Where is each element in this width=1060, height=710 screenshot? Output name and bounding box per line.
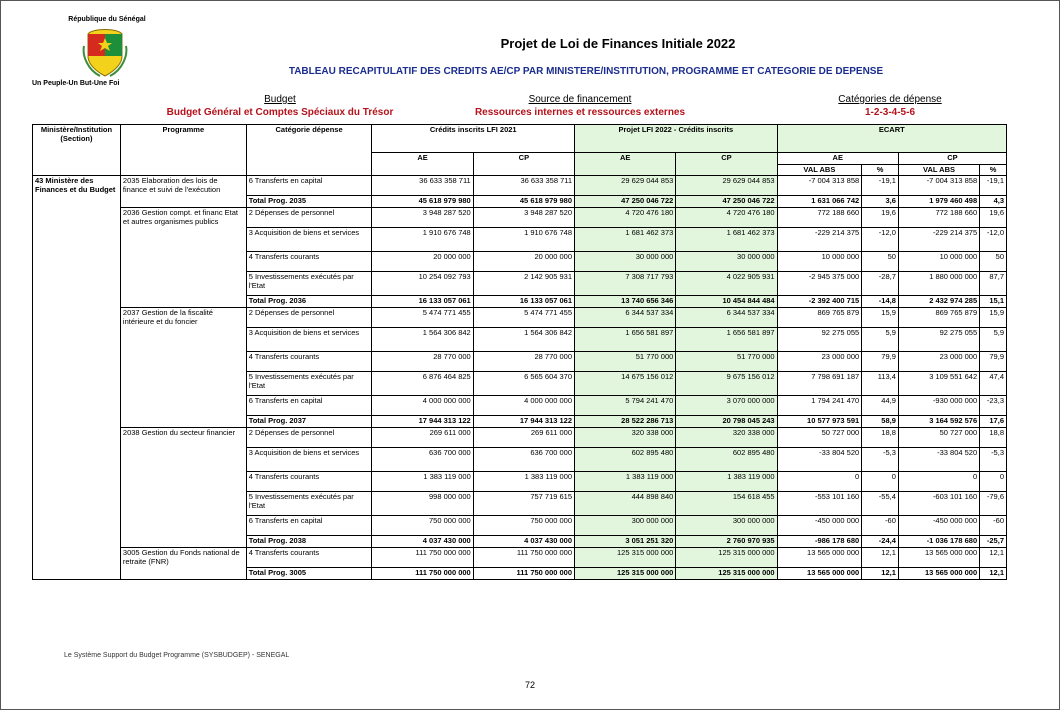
value-cell-ae-abs: -2 945 375 000: [777, 272, 862, 296]
value-cell-cp22: 3 070 000 000: [676, 396, 777, 416]
value-cell-cp-pct: 50: [980, 252, 1007, 272]
value-cell-cp-pct: 0: [980, 472, 1007, 492]
value-cell-ae-pct: -60: [862, 516, 899, 536]
value-cell-cp22: 2 760 970 935: [676, 536, 777, 548]
value-cell-ae21: 20 000 000: [372, 252, 473, 272]
value-cell-ae-abs: 92 275 055: [777, 328, 862, 352]
value-cell-ae21: 750 000 000: [372, 516, 473, 536]
categorie-cell: 6 Transferts en capital: [246, 396, 372, 416]
value-cell-ae22: 1 383 119 000: [575, 472, 676, 492]
value-cell-cp22: 1 656 581 897: [676, 328, 777, 352]
value-cell-cp22: 20 798 045 243: [676, 416, 777, 428]
value-cell-cp-abs: -7 004 313 858: [898, 176, 979, 196]
value-cell-cp-abs: 1 880 000 000: [898, 272, 979, 296]
value-cell-ae-abs: 1 794 241 470: [777, 396, 862, 416]
value-cell-cp-pct: -12,0: [980, 228, 1007, 252]
value-cell-cp-abs: 772 188 660: [898, 208, 979, 228]
programme-cell: 3005 Gestion du Fonds national de retraite (FNR): [120, 548, 246, 580]
value-cell-cp22: 125 315 000 000: [676, 568, 777, 580]
value-cell-cp22: 47 250 046 722: [676, 196, 777, 208]
header-cp-2022: CP: [676, 153, 777, 176]
value-cell-ae22: 28 522 286 713: [575, 416, 676, 428]
value-cell-ae-abs: -229 214 375: [777, 228, 862, 252]
value-cell-cp-abs: -603 101 160: [898, 492, 979, 516]
value-cell-cp22: 300 000 000: [676, 516, 777, 536]
value-cell-ae-abs: 1 631 066 742: [777, 196, 862, 208]
value-cell-ae22: 5 794 241 470: [575, 396, 676, 416]
categorie-cell: 3 Acquisition de biens et services: [246, 448, 372, 472]
value-cell-cp21: 6 565 604 370: [473, 372, 574, 396]
budget-label: Budget: [264, 94, 296, 105]
value-cell-cp21: 1 910 676 748: [473, 228, 574, 252]
value-cell-ae22: 125 315 000 000: [575, 568, 676, 580]
value-cell-ae-abs: -33 804 520: [777, 448, 862, 472]
value-cell-ae22: 320 338 000: [575, 428, 676, 448]
value-cell-ae21: 10 254 092 793: [372, 272, 473, 296]
categorie-cell: 5 Investissements exécutés par l'Etat: [246, 272, 372, 296]
value-cell-cp-abs: 92 275 055: [898, 328, 979, 352]
total-label-cell: Total Prog. 3005: [246, 568, 372, 580]
col-programme-header: Programme: [120, 125, 246, 176]
value-cell-ae-abs: -450 000 000: [777, 516, 862, 536]
value-cell-cp22: 1 681 462 373: [676, 228, 777, 252]
header-ae-val-abs: VAL ABS: [777, 164, 862, 176]
total-label-cell: Total Prog. 2036: [246, 296, 372, 308]
value-cell-ae-abs: -986 178 680: [777, 536, 862, 548]
value-cell-cp21: 17 944 313 122: [473, 416, 574, 428]
page-number: 72: [524, 680, 535, 690]
value-cell-cp-abs: 1 979 460 498: [898, 196, 979, 208]
value-cell-cp-pct: -60: [980, 516, 1007, 536]
value-cell-cp-abs: -450 000 000: [898, 516, 979, 536]
value-cell-ae21: 28 770 000: [372, 352, 473, 372]
value-cell-ae-pct: 18,8: [862, 428, 899, 448]
document-title: Projet de Loi de Finances Initiale 2022: [500, 36, 736, 51]
value-cell-ae-pct: 3,6: [862, 196, 899, 208]
value-cell-ae-abs: 10 000 000: [777, 252, 862, 272]
value-cell-cp22: 1 383 119 000: [676, 472, 777, 492]
value-cell-ae21: 4 000 000 000: [372, 396, 473, 416]
value-cell-cp-pct: 12,1: [980, 548, 1007, 568]
value-cell-ae22: 51 770 000: [575, 352, 676, 372]
value-cell-cp21: 3 948 287 520: [473, 208, 574, 228]
value-cell-ae22: 29 629 044 853: [575, 176, 676, 196]
categorie-cell: 2 Dépenses de personnel: [246, 208, 372, 228]
value-cell-cp-abs: -229 214 375: [898, 228, 979, 252]
total-label-cell: Total Prog. 2035: [246, 196, 372, 208]
value-cell-ae22: 13 740 656 346: [575, 296, 676, 308]
categorie-cell: 5 Investissements exécutés par l'Etat: [246, 492, 372, 516]
value-cell-ae21: 45 618 979 980: [372, 196, 473, 208]
value-cell-ae-pct: 15,9: [862, 308, 899, 328]
senegal-emblem-icon: [82, 26, 128, 80]
value-cell-ae21: 998 000 000: [372, 492, 473, 516]
value-cell-ae-pct: -14,8: [862, 296, 899, 308]
value-cell-cp-abs: 869 765 879: [898, 308, 979, 328]
value-cell-ae21: 36 633 358 711: [372, 176, 473, 196]
value-cell-cp22: 6 344 537 334: [676, 308, 777, 328]
value-cell-ae21: 6 876 464 825: [372, 372, 473, 396]
value-cell-cp-pct: 19,6: [980, 208, 1007, 228]
source-value: Ressources internes et ressources externes: [474, 107, 686, 118]
categorie-cell: 4 Transferts courants: [246, 472, 372, 492]
programme-cell: 2036 Gestion compt. et financ Etat et autres organismes publics: [120, 208, 246, 308]
value-cell-cp-abs: 13 565 000 000: [898, 568, 979, 580]
categorie-cell: 4 Transferts courants: [246, 548, 372, 568]
value-cell-ae22: 300 000 000: [575, 516, 676, 536]
col-ministere-header: Ministère/Institution (Section): [33, 125, 121, 176]
value-cell-ae22: 14 675 156 012: [575, 372, 676, 396]
value-cell-cp22: 9 675 156 012: [676, 372, 777, 396]
categorie-cell: 3 Acquisition de biens et services: [246, 328, 372, 352]
value-cell-cp-pct: -23,3: [980, 396, 1007, 416]
categorie-cell: 6 Transferts en capital: [246, 176, 372, 196]
value-cell-cp-pct: 4,3: [980, 196, 1007, 208]
col-lfi2022-header: Projet LFI 2022 - Crédits inscrits: [575, 125, 778, 153]
value-cell-ae21: 17 944 313 122: [372, 416, 473, 428]
value-cell-cp-abs: -930 000 000: [898, 396, 979, 416]
value-cell-ae-pct: 5,9: [862, 328, 899, 352]
value-cell-ae-abs: 772 188 660: [777, 208, 862, 228]
categorie-cell: 2 Dépenses de personnel: [246, 428, 372, 448]
value-cell-cp-pct: 47,4: [980, 372, 1007, 396]
header-ecart-ae: AE: [777, 153, 898, 165]
value-cell-cp-pct: 12,1: [980, 568, 1007, 580]
value-cell-ae21: 636 700 000: [372, 448, 473, 472]
table-row: [33, 208, 1007, 228]
value-cell-ae22: 602 895 480: [575, 448, 676, 472]
value-cell-cp-pct: -5,3: [980, 448, 1007, 472]
value-cell-ae-abs: 50 727 000: [777, 428, 862, 448]
value-cell-cp22: 29 629 044 853: [676, 176, 777, 196]
value-cell-ae21: 3 948 287 520: [372, 208, 473, 228]
value-cell-cp-abs: 50 727 000: [898, 428, 979, 448]
value-cell-ae22: 125 315 000 000: [575, 548, 676, 568]
value-cell-ae-abs: 869 765 879: [777, 308, 862, 328]
value-cell-ae21: 5 474 771 455: [372, 308, 473, 328]
value-cell-ae22: 47 250 046 722: [575, 196, 676, 208]
value-cell-cp21: 750 000 000: [473, 516, 574, 536]
value-cell-ae-pct: 44,9: [862, 396, 899, 416]
credits-table: [32, 124, 1007, 580]
categorie-cell: 6 Transferts en capital: [246, 516, 372, 536]
value-cell-ae22: 1 681 462 373: [575, 228, 676, 252]
value-cell-cp-pct: 87,7: [980, 272, 1007, 296]
value-cell-cp-abs: 0: [898, 472, 979, 492]
value-cell-cp-pct: -19,1: [980, 176, 1007, 196]
value-cell-ae-pct: -28,7: [862, 272, 899, 296]
value-cell-cp21: 16 133 057 061: [473, 296, 574, 308]
value-cell-ae-abs: 10 577 973 591: [777, 416, 862, 428]
footer-system: Le Système Support du Budget Programme (SYSBUDGEP) - SENEGAL: [64, 652, 290, 659]
value-cell-ae-abs: 0: [777, 472, 862, 492]
value-cell-cp-pct: -25,7: [980, 536, 1007, 548]
value-cell-cp21: 28 770 000: [473, 352, 574, 372]
value-cell-ae22: 7 308 717 793: [575, 272, 676, 296]
value-cell-cp-abs: 3 109 551 642: [898, 372, 979, 396]
header-cp-pct: %: [980, 164, 1007, 176]
value-cell-ae-abs: 13 565 000 000: [777, 568, 862, 580]
programme-cell: 2037 Gestion de la fiscalité intérieure et du foncier: [120, 308, 246, 428]
value-cell-cp21: 111 750 000 000: [473, 548, 574, 568]
value-cell-ae-abs: -2 392 400 715: [777, 296, 862, 308]
value-cell-ae22: 4 720 476 180: [575, 208, 676, 228]
value-cell-cp-pct: -79,6: [980, 492, 1007, 516]
table-row: [33, 308, 1007, 328]
total-label-cell: Total Prog. 2037: [246, 416, 372, 428]
value-cell-ae-pct: -12,0: [862, 228, 899, 252]
value-cell-ae-pct: 113,4: [862, 372, 899, 396]
value-cell-ae22: 1 656 581 897: [575, 328, 676, 352]
header-ae-2021: AE: [372, 153, 473, 176]
col-ecart-header: ECART: [777, 125, 1006, 153]
value-cell-ae-pct: 50: [862, 252, 899, 272]
categorie-cell: 4 Transferts courants: [246, 252, 372, 272]
categories-label: Catégories de dépense: [838, 94, 942, 105]
value-cell-cp22: 4 720 476 180: [676, 208, 777, 228]
categorie-cell: 4 Transferts courants: [246, 352, 372, 372]
value-cell-ae-pct: -55,4: [862, 492, 899, 516]
value-cell-ae-pct: 79,9: [862, 352, 899, 372]
value-cell-cp-abs: 13 565 000 000: [898, 548, 979, 568]
value-cell-ae-abs: 23 000 000: [777, 352, 862, 372]
categories-value: 1-2-3-4-5-6: [864, 107, 916, 118]
header-ae-pct: %: [862, 164, 899, 176]
document-page: [30, 10, 1030, 672]
value-cell-ae-abs: 7 798 691 187: [777, 372, 862, 396]
value-cell-ae22: 444 898 840: [575, 492, 676, 516]
value-cell-ae-pct: -24,4: [862, 536, 899, 548]
value-cell-ae-pct: 12,1: [862, 568, 899, 580]
value-cell-ae-pct: 0: [862, 472, 899, 492]
header-ae-2022: AE: [575, 153, 676, 176]
value-cell-cp-pct: 15,1: [980, 296, 1007, 308]
categorie-cell: 5 Investissements exécutés par l'Etat: [246, 372, 372, 396]
header-cp-val-abs: VAL ABS: [898, 164, 979, 176]
value-cell-cp21: 1 564 306 842: [473, 328, 574, 352]
value-cell-cp21: 4 037 430 000: [473, 536, 574, 548]
value-cell-cp22: 320 338 000: [676, 428, 777, 448]
value-cell-ae22: 3 051 251 320: [575, 536, 676, 548]
value-cell-cp22: 125 315 000 000: [676, 548, 777, 568]
value-cell-cp-abs: 2 432 974 285: [898, 296, 979, 308]
value-cell-cp-abs: 10 000 000: [898, 252, 979, 272]
value-cell-ae21: 111 750 000 000: [372, 568, 473, 580]
value-cell-cp-pct: 18,8: [980, 428, 1007, 448]
value-cell-ae21: 16 133 057 061: [372, 296, 473, 308]
value-cell-cp22: 51 770 000: [676, 352, 777, 372]
value-cell-cp-pct: 17,6: [980, 416, 1007, 428]
table-body: [33, 176, 1007, 580]
col-lfi2021-header: Crédits inscrits LFI 2021: [372, 125, 575, 153]
categorie-cell: 2 Dépenses de personnel: [246, 308, 372, 328]
value-cell-ae21: 4 037 430 000: [372, 536, 473, 548]
value-cell-cp-abs: -1 036 178 680: [898, 536, 979, 548]
value-cell-cp22: 602 895 480: [676, 448, 777, 472]
value-cell-cp-abs: 3 164 592 576: [898, 416, 979, 428]
col-categorie-header: Catégorie dépense: [246, 125, 372, 176]
ministere-cell: 43 Ministère des Finances et du Budget: [33, 176, 121, 580]
value-cell-ae22: 6 344 537 334: [575, 308, 676, 328]
value-cell-ae-pct: 19,6: [862, 208, 899, 228]
value-cell-cp21: 4 000 000 000: [473, 396, 574, 416]
programme-cell: 2038 Gestion du secteur financier: [120, 428, 246, 548]
table-row: [33, 548, 1007, 568]
programme-cell: 2035 Elaboration des lois de finance et suivi de l'exécution: [120, 176, 246, 208]
value-cell-ae-pct: 12,1: [862, 548, 899, 568]
value-cell-cp21: 5 474 771 455: [473, 308, 574, 328]
total-label-cell: Total Prog. 2038: [246, 536, 372, 548]
value-cell-cp22: 4 022 905 931: [676, 272, 777, 296]
budget-value: Budget Général et Comptes Spéciaux du Trésor: [166, 107, 394, 118]
value-cell-cp21: 111 750 000 000: [473, 568, 574, 580]
value-cell-ae21: 1 383 119 000: [372, 472, 473, 492]
value-cell-ae-abs: -553 101 160: [777, 492, 862, 516]
value-cell-ae21: 1 910 676 748: [372, 228, 473, 252]
value-cell-cp-pct: 15,9: [980, 308, 1007, 328]
value-cell-ae-abs: -7 004 313 858: [777, 176, 862, 196]
value-cell-ae21: 269 611 000: [372, 428, 473, 448]
value-cell-ae-pct: 58,9: [862, 416, 899, 428]
value-cell-cp21: 757 719 615: [473, 492, 574, 516]
value-cell-cp-abs: 23 000 000: [898, 352, 979, 372]
national-motto: Un Peuple-Un But-Une Foi: [32, 80, 120, 87]
value-cell-cp21: 636 700 000: [473, 448, 574, 472]
value-cell-cp21: 1 383 119 000: [473, 472, 574, 492]
value-cell-cp21: 269 611 000: [473, 428, 574, 448]
value-cell-ae-pct: -5,3: [862, 448, 899, 472]
table-row: [33, 176, 1007, 196]
value-cell-cp-pct: 5,9: [980, 328, 1007, 352]
document-subtitle: TABLEAU RECAPITULATIF DES CREDITS AE/CP PAR MINISTERE/INSTITUTION, PROGRAMME ET CATEGORIE DE DEPENSE: [288, 66, 884, 77]
value-cell-ae21: 1 564 306 842: [372, 328, 473, 352]
value-cell-cp22: 10 454 844 484: [676, 296, 777, 308]
value-cell-ae21: 111 750 000 000: [372, 548, 473, 568]
value-cell-cp-pct: 79,9: [980, 352, 1007, 372]
value-cell-cp21: 2 142 905 931: [473, 272, 574, 296]
source-label: Source de financement: [528, 94, 632, 105]
value-cell-cp22: 154 618 455: [676, 492, 777, 516]
value-cell-ae-pct: -19,1: [862, 176, 899, 196]
header-ecart-cp: CP: [898, 153, 1006, 165]
value-cell-cp21: 20 000 000: [473, 252, 574, 272]
republic-label: République du Sénégal: [68, 16, 146, 23]
value-cell-cp21: 36 633 358 711: [473, 176, 574, 196]
categorie-cell: 3 Acquisition de biens et services: [246, 228, 372, 252]
value-cell-ae22: 30 000 000: [575, 252, 676, 272]
table-row: [33, 428, 1007, 448]
header-cp-2021: CP: [473, 153, 574, 176]
value-cell-ae-abs: 13 565 000 000: [777, 548, 862, 568]
value-cell-cp21: 45 618 979 980: [473, 196, 574, 208]
value-cell-cp22: 30 000 000: [676, 252, 777, 272]
value-cell-cp-abs: -33 804 520: [898, 448, 979, 472]
